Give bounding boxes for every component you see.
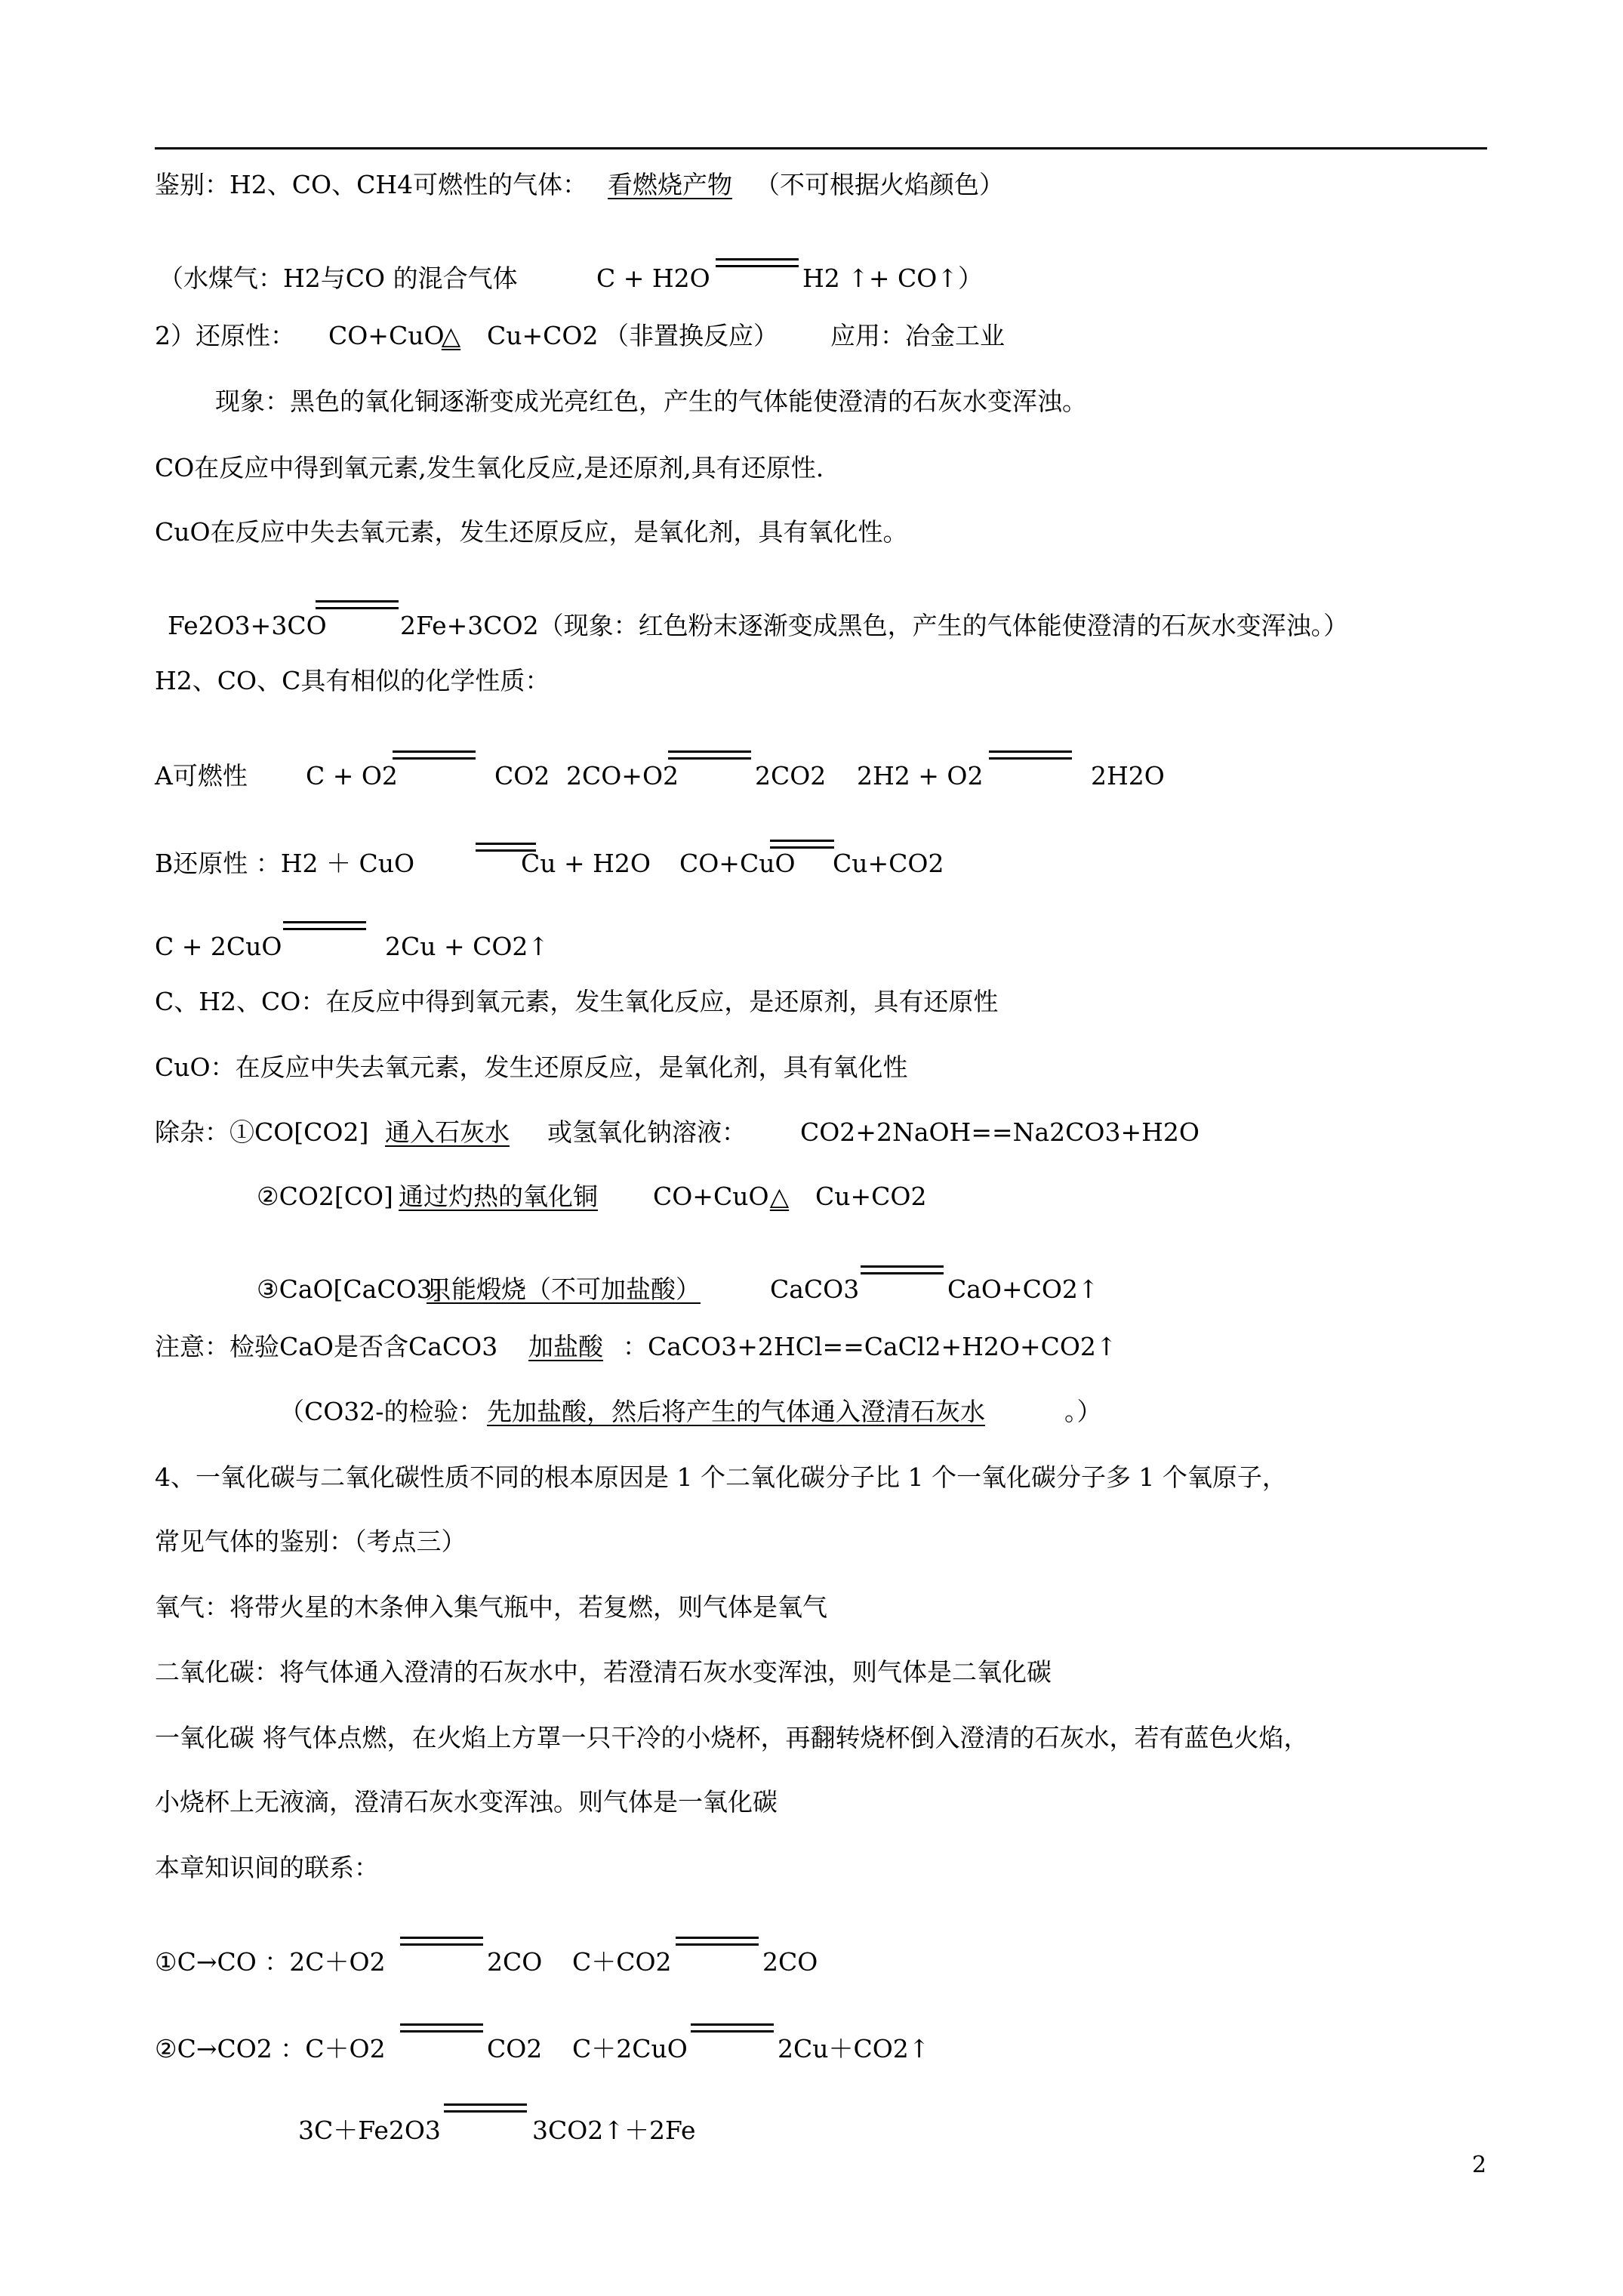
equals-sign bbox=[316, 600, 399, 609]
equation-products: Cu+CO2 bbox=[815, 1182, 927, 1211]
text: 常见气体的鉴别：（考点三） bbox=[155, 1527, 467, 1556]
equation-products: 2CO bbox=[762, 1947, 818, 1977]
equation-reactants: ①C→CO ：2C＋O2 bbox=[155, 1947, 386, 1977]
text: ③CaO[CaCO3] bbox=[257, 1274, 442, 1304]
text: ②CO2[CO] bbox=[257, 1182, 393, 1211]
equation-reactants: C + H2O bbox=[596, 264, 710, 293]
text: 氧气：将带火星的木条伸入集气瓶中，若复燃，则气体是氧气 bbox=[155, 1592, 827, 1622]
underlined-text: 加盐酸 bbox=[528, 1332, 603, 1361]
text: 4、一氧化碳与二氧化碳性质不同的根本原因是 1 个二氧化碳分子比 1 个一氧化碳分子多 1 个氧原子， bbox=[155, 1462, 1287, 1492]
text: 本章知识间的联系： bbox=[155, 1853, 379, 1882]
text: 2）还原性： bbox=[155, 321, 295, 350]
equals-sign bbox=[283, 921, 366, 930]
text: （水煤气：H2与CO 的混合气体 bbox=[159, 264, 518, 293]
equation-products: 2H2O bbox=[1091, 761, 1165, 791]
equation-products: CO2 bbox=[487, 2034, 543, 2063]
equation-products: CaO+CO2↑ bbox=[947, 1274, 1099, 1304]
equation-reactants: ②C→CO2 ：C＋O2 bbox=[155, 2034, 386, 2063]
equation-reactants: 2H2 + O2 bbox=[857, 761, 984, 791]
underlined-text: 通入石灰水 bbox=[385, 1117, 510, 1147]
equation-products: 2Fe+3CO2（现象：红色粉末逐渐变成黑色，产生的气体能使澄清的石灰水变浑浊。） bbox=[400, 611, 1349, 640]
equals-sign bbox=[444, 2103, 527, 2113]
text: 。） bbox=[1064, 1397, 1102, 1426]
equation-products: 2CO2 bbox=[755, 761, 827, 791]
equation-products: 3CO2↑＋2Fe bbox=[532, 2116, 696, 2145]
heat-condition-symbol: △ bbox=[441, 321, 461, 350]
header-rule bbox=[155, 147, 1487, 149]
text: 现象：黑色的氧化铜逐渐变成光亮红色，产生的气体能使澄清的石灰水变浑浊。 bbox=[215, 387, 1087, 416]
text: 除杂：①CO[CO2] bbox=[155, 1117, 369, 1147]
equals-sign bbox=[716, 258, 799, 267]
page-number: 2 bbox=[1472, 2152, 1487, 2178]
text: （CO32-的检验： bbox=[279, 1397, 484, 1426]
text: 或氢氧化钠溶液： bbox=[547, 1117, 747, 1147]
equation-reactants: CO+CuO bbox=[653, 1182, 769, 1211]
text: 二氧化碳：将气体通入澄清的石灰水中，若澄清石灰水变浑浊，则气体是二氧化碳 bbox=[155, 1657, 1052, 1687]
equals-sign bbox=[393, 750, 476, 760]
underlined-text: 通过灼热的氧化铜 bbox=[399, 1182, 598, 1211]
text: C、H2、CO：在反应中得到氧元素，发生氧化反应，是还原剂，具有还原性 bbox=[155, 987, 999, 1016]
equals-sign bbox=[691, 2023, 774, 2032]
equals-sign bbox=[989, 750, 1072, 760]
text: H2、CO、C具有相似的化学性质： bbox=[155, 666, 550, 695]
equation-products: 2Cu＋CO2↑ bbox=[778, 2034, 930, 2063]
equals-sign bbox=[861, 1265, 944, 1274]
equation-products: 2CO bbox=[487, 1947, 543, 1977]
equation-reactants: 2CO+O2 bbox=[566, 761, 679, 791]
equation: CO2+2NaOH==Na2CO3+H2O bbox=[800, 1117, 1200, 1147]
equation-products: H2 ↑+ CO↑） bbox=[802, 264, 984, 293]
equals-sign bbox=[770, 840, 834, 849]
underlined-text: 看燃烧产物 bbox=[608, 170, 732, 199]
equation-products: Cu+CO2 bbox=[487, 321, 599, 350]
equation-products: 2Cu + CO2↑ bbox=[385, 932, 550, 961]
equation-reactants: C + 2CuO bbox=[155, 932, 282, 961]
equation-reactants: C + O2 bbox=[306, 761, 398, 791]
heat-condition-symbol: △ bbox=[769, 1182, 790, 1211]
text: （非置换反应） bbox=[604, 321, 778, 350]
equation-reactants: CO+CuO bbox=[328, 321, 445, 350]
underlined-text: 只能煅烧（不可加盐酸） bbox=[427, 1274, 701, 1304]
text: A可燃性 bbox=[155, 761, 248, 791]
equation-products: CO2 bbox=[494, 761, 550, 791]
text: 应用：冶金工业 bbox=[830, 321, 1005, 350]
underlined-text: 先加盐酸，然后将产生的气体通入澄清石灰水 bbox=[487, 1397, 985, 1426]
equation: ：CaCO3+2HCl==CaCl2+H2O+CO2↑ bbox=[623, 1332, 1117, 1361]
equals-sign bbox=[400, 1937, 483, 1946]
equation-reactants: B还原性 ：H2 ＋ CuO bbox=[155, 849, 415, 878]
text: CuO在反应中失去氧元素，发生还原反应，是氧化剂，具有氧化性。 bbox=[155, 517, 908, 547]
equation-reactants: C＋2CuO bbox=[572, 2034, 688, 2063]
equals-sign bbox=[676, 1937, 759, 1946]
text: 鉴别：H2、CO、CH4可燃性的气体： bbox=[155, 170, 588, 199]
equation-reactants: CaCO3 bbox=[770, 1274, 860, 1304]
text: 一氧化碳 将气体点燃，在火焰上方罩一只干冷的小烧杯，再翻转烧杯倒入澄清的石灰水，若有蓝色火焰， bbox=[155, 1723, 1309, 1752]
text: 注意：检验CaO是否含CaCO3 bbox=[155, 1332, 498, 1361]
text: CuO：在反应中失去氧元素，发生还原反应，是氧化剂，具有氧化性 bbox=[155, 1052, 908, 1082]
text: CO在反应中得到氧元素,发生氧化反应,是还原剂,具有还原性. bbox=[155, 453, 824, 482]
equals-sign bbox=[400, 2023, 483, 2032]
equation-products: Cu + H2O bbox=[521, 849, 651, 878]
equation-reactants: Fe2O3+3CO bbox=[168, 611, 327, 640]
equation-products: Cu+CO2 bbox=[833, 849, 944, 878]
equation-reactants: 3C＋Fe2O3 bbox=[298, 2116, 441, 2145]
text: （不可根据火焰颜色） bbox=[755, 170, 1004, 199]
equation-reactants: CO+CuO bbox=[679, 849, 796, 878]
equation-reactants: C＋CO2 bbox=[572, 1947, 672, 1977]
equals-sign bbox=[668, 750, 751, 760]
text: 小烧杯上无液滴，澄清石灰水变浑浊。则气体是一氧化碳 bbox=[155, 1787, 778, 1817]
